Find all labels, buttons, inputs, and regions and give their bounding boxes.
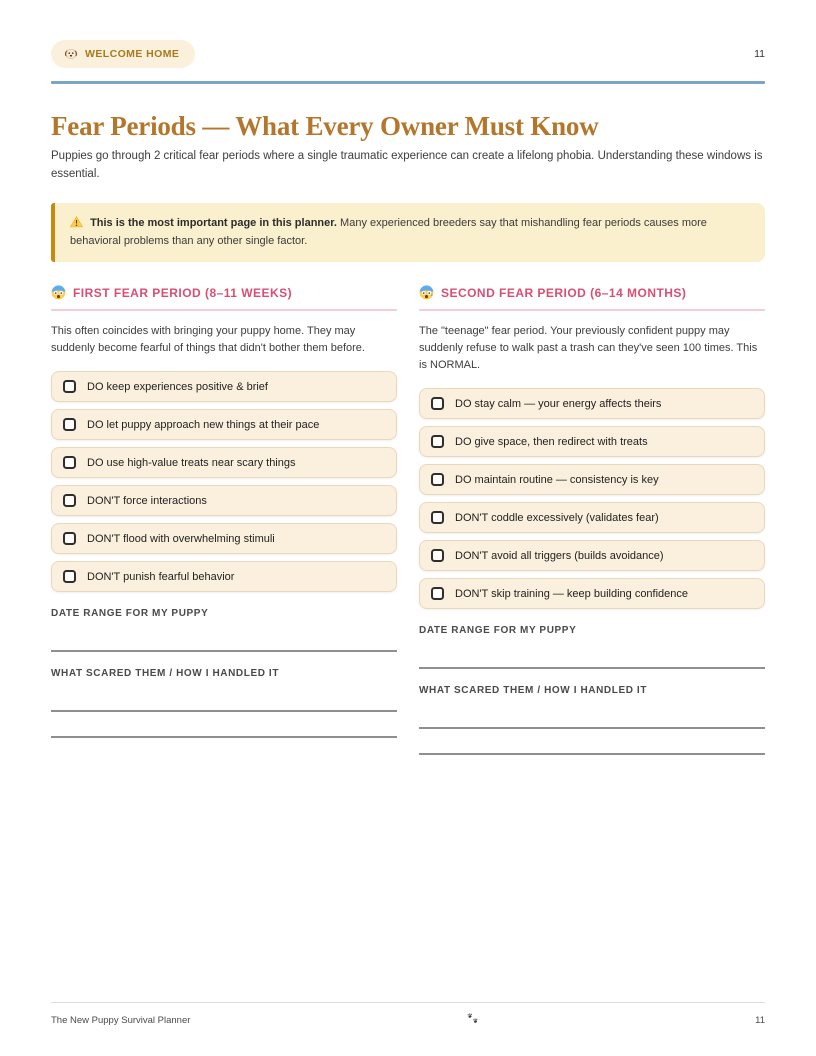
first-fear-period-intro: This often coincides with bringing your puppy home. They may suddenly become fearful of things that didn't bother them before. (51, 325, 365, 355)
checklist-item (419, 464, 765, 495)
checkbox[interactable] (63, 532, 76, 545)
fear-period-columns (51, 285, 765, 755)
checklist-item-label: DO use high-value treats near scary things (87, 456, 296, 469)
date-range-label: DATE RANGE FOR MY PUPPY (51, 608, 209, 620)
second-fear-period-section (419, 285, 765, 755)
checkbox[interactable] (63, 418, 76, 431)
checklist-item (419, 426, 765, 457)
checklist-item-label: DO give space, then redirect with treats (455, 435, 648, 448)
checkbox[interactable] (63, 494, 76, 507)
checklist-item-label: DON'T punish fearful behavior (87, 570, 235, 583)
badge-label: WELCOME HOME (85, 48, 180, 60)
checklist-item-label: DON'T coddle excessively (validates fear) (455, 511, 659, 524)
welcome-home-badge (51, 40, 195, 68)
checkbox[interactable] (431, 587, 444, 600)
checklist-item-label: DO maintain routine — consistency is key (455, 473, 659, 486)
second-fear-period-heading (419, 285, 765, 311)
first-fear-period-heading-text: FIRST FEAR PERIOD (8–11 WEEKS) (73, 285, 293, 300)
checkbox[interactable] (431, 511, 444, 524)
checklist-item (51, 409, 397, 440)
warning-icon (70, 217, 90, 229)
footer-page-number: 11 (755, 1014, 765, 1026)
top-bar (51, 40, 765, 68)
checklist-item-label: DON'T flood with overwhelming stimuli (87, 532, 275, 545)
checklist-item-label: DO stay calm — your energy affects theirs (455, 397, 662, 410)
what-scared-write-line (51, 712, 397, 738)
checkbox[interactable] (431, 473, 444, 486)
checklist-item-label: DON'T skip training — keep building confidence (455, 587, 689, 600)
footer-book-title: The New Puppy Survival Planner (51, 1014, 191, 1026)
second-fear-period-checklist (419, 388, 765, 609)
what-scared-write-line (419, 729, 765, 755)
page-footer (51, 1002, 765, 1028)
first-fear-period-checklist (51, 371, 397, 592)
checkbox[interactable] (63, 456, 76, 469)
checklist-item-label: DO let puppy approach new things at their pace (87, 418, 320, 431)
checklist-item (51, 523, 397, 554)
checkbox[interactable] (431, 435, 444, 448)
what-scared-them-label: WHAT SCARED THEM / HOW I HANDLED IT (419, 685, 648, 697)
first-fear-period-heading (51, 285, 397, 311)
checklist-item (51, 447, 397, 478)
second-fear-period-intro: The "teenage" fear period. Your previously confident puppy may suddenly refuse to walk past a trash can they've seen 100 times. This is NORMAL. (419, 325, 758, 372)
what-scared-write-line (419, 696, 765, 729)
header-divider (51, 81, 765, 84)
checkbox[interactable] (431, 549, 444, 562)
callout-text: Many experienced breeders say that mishandling fear periods causes more behavioral problems than any other single factor. (70, 216, 707, 247)
page-intro: Puppies go through 2 critical fear periods where a single traumatic experience can create a lifelong phobia. Understanding these windows is essential. (51, 150, 763, 181)
checkbox[interactable] (431, 397, 444, 410)
callout-bold-text: This is the most important page in this planner. (90, 216, 337, 229)
checklist-item (419, 540, 765, 571)
checklist-item (51, 561, 397, 592)
page-title: Fear Periods — What Every Owner Must Know (51, 111, 599, 141)
checklist-item-label: DON'T force interactions (87, 494, 207, 507)
fearful-face-icon (51, 285, 66, 300)
checklist-item-label: DO keep experiences positive & brief (87, 380, 268, 393)
what-scared-write-line (51, 679, 397, 712)
important-callout (51, 203, 765, 262)
checklist-item (419, 578, 765, 609)
anxious-face-icon (419, 285, 434, 300)
second-fear-period-heading-text: SECOND FEAR PERIOD (6–14 MONTHS) (441, 285, 687, 300)
checkbox[interactable] (63, 570, 76, 583)
page-number-top: 11 (754, 48, 765, 60)
date-range-label: DATE RANGE FOR MY PUPPY (419, 625, 577, 637)
checklist-item (51, 485, 397, 516)
checklist-item (419, 502, 765, 533)
first-fear-period-section (51, 285, 397, 755)
checklist-item (51, 371, 397, 402)
checklist-item-label: DON'T avoid all triggers (builds avoidance) (455, 549, 664, 562)
checkbox[interactable] (63, 380, 76, 393)
date-range-write-line (51, 619, 397, 652)
what-scared-them-label: WHAT SCARED THEM / HOW I HANDLED IT (51, 668, 280, 680)
checklist-item (419, 388, 765, 419)
date-range-write-line (419, 636, 765, 669)
paw-prints-icon (466, 1012, 480, 1028)
dog-face-icon (64, 47, 78, 61)
